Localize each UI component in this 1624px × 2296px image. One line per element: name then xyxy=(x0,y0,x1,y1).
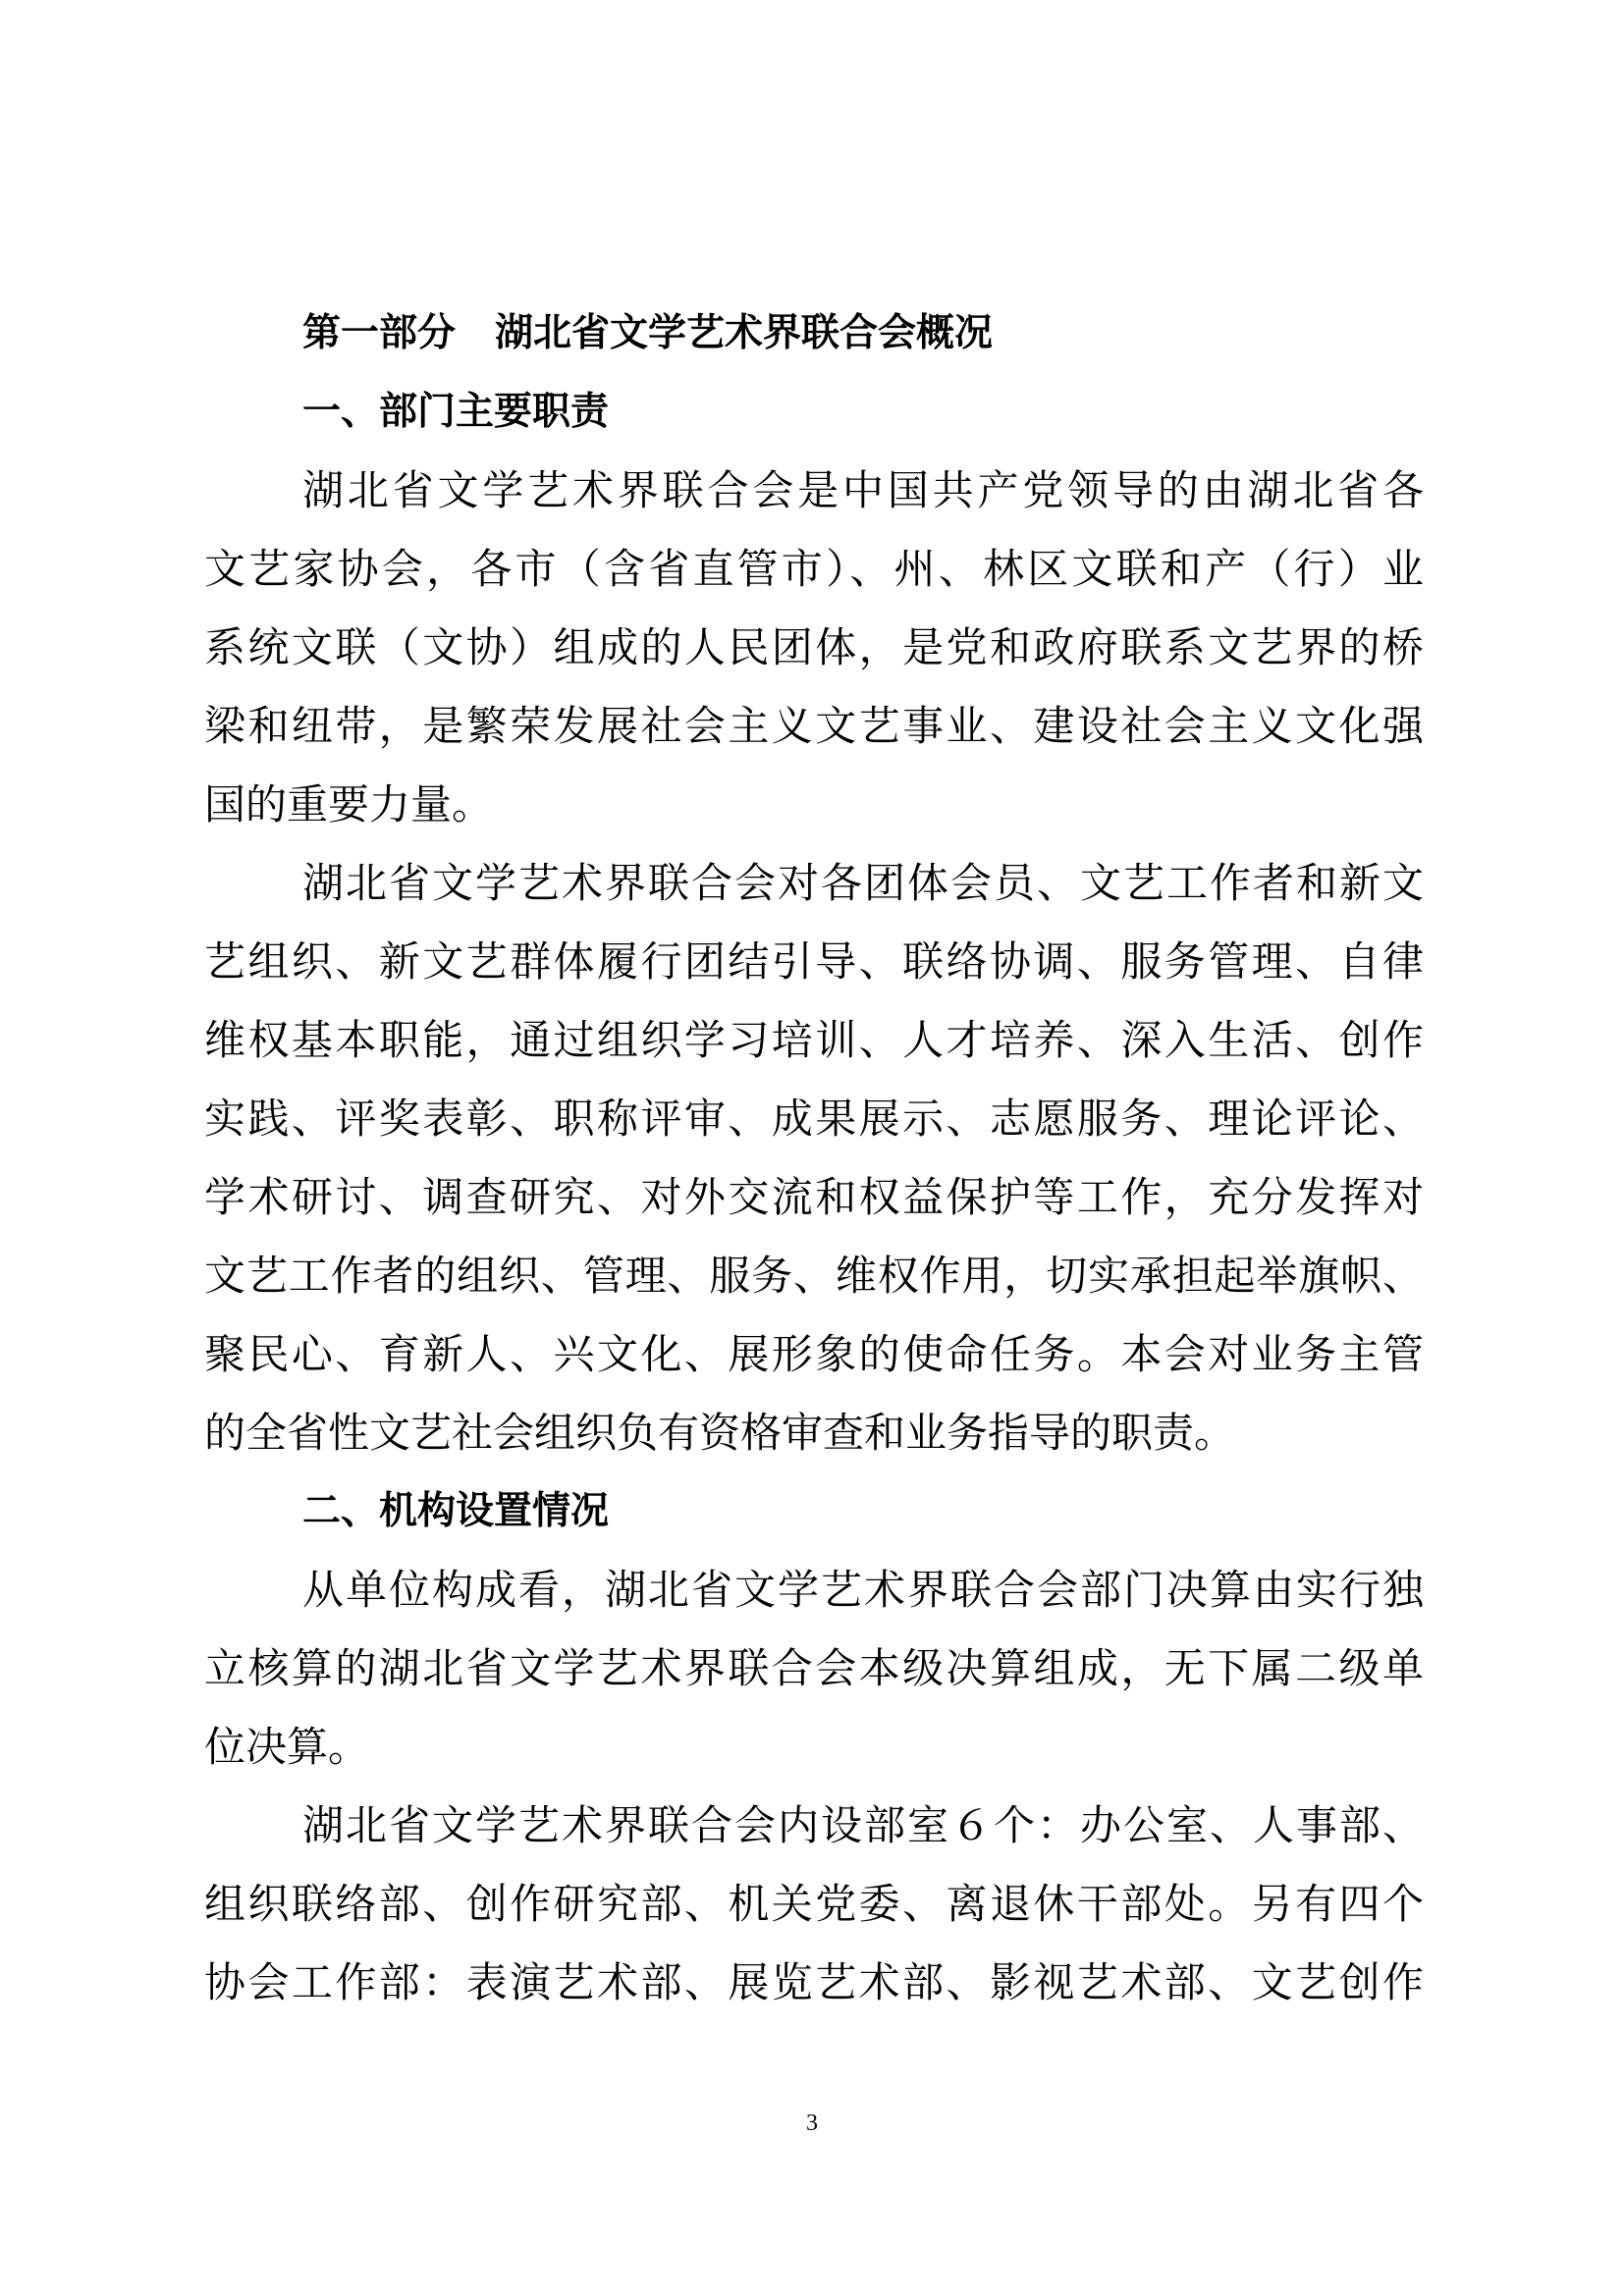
section1-paragraph-1 xyxy=(204,452,1424,844)
paragraph-line: 实践、评奖表彰、职称评审、成果展示、志愿服务、理论评论、 xyxy=(204,1095,1424,1143)
paragraph-line: 国的重要力量。 xyxy=(204,780,494,828)
document-content xyxy=(204,294,1424,2022)
part-title: 湖北省文学艺术界联合会概况 xyxy=(495,311,994,355)
page-number: 3 xyxy=(806,2110,818,2136)
paragraph-line: 维权基本职能，通过组织学习培训、人才培养、深入生活、创作 xyxy=(204,1016,1424,1064)
paragraph-line: 梁和纽带，是繁荣发展社会主义文艺事业、建设社会主义文化强 xyxy=(204,702,1424,750)
paragraph-line: 湖北省文学艺术界联合会是中国共产党领导的由湖北省各 xyxy=(302,466,1424,514)
paragraph-line: 协会工作部：表演艺术部、展览艺术部、影视艺术部、文艺创作 xyxy=(204,1958,1424,2006)
section2-paragraph-1 xyxy=(204,1551,1424,1787)
paragraph-line: 艺组织、新文艺群体履行团结引导、联络协调、服务管理、自律 xyxy=(204,937,1424,986)
paragraph-line: 文艺工作者的组织、管理、服务、维权作用，切实承担起举旗帜、 xyxy=(204,1252,1424,1300)
paragraph-line: 系统文联（文协）组成的人民团体，是党和政府联系文艺界的桥 xyxy=(204,623,1424,671)
section1-heading: 一、部门主要职责 xyxy=(302,390,610,434)
paragraph-line: 聚民心、育新人、兴文化、展形象的使命任务。本会对业务主管 xyxy=(204,1330,1424,1378)
paragraph-line: 从单位构成看，湖北省文学艺术界联合会部门决算由实行独 xyxy=(302,1566,1424,1614)
paragraph-line: 学术研讨、调查研究、对外交流和权益保护等工作，充分发挥对 xyxy=(204,1173,1424,1221)
paragraph-line: 组织联络部、创作研究部、机关党委、离退休干部处。另有四个 xyxy=(204,1880,1424,1928)
section2-heading: 二、机构设置情况 xyxy=(302,1489,610,1533)
paragraph-line: 湖北省文学艺术界联合会内设部室６个：办公室、人事部、 xyxy=(302,1801,1424,1849)
paragraph-line: 湖北省文学艺术界联合会对各团体会员、文艺工作者和新文 xyxy=(302,859,1424,907)
paragraph-line: 立核算的湖北省文学艺术界联合会本级决算组成，无下属二级单 xyxy=(204,1644,1424,1692)
section1-paragraph-2 xyxy=(204,844,1424,1472)
paragraph-line: 的全省性文艺社会组织负有资格审查和业务指导的职责。 xyxy=(204,1409,1236,1457)
paragraph-line: 位决算。 xyxy=(204,1723,370,1771)
part-heading xyxy=(302,294,1424,373)
paragraph-line: 文艺家协会，各市（含省直管市）、州、林区文联和产（行）业 xyxy=(204,545,1424,593)
part-label: 第一部分 xyxy=(302,311,457,355)
section2-paragraph-2 xyxy=(204,1787,1424,2022)
